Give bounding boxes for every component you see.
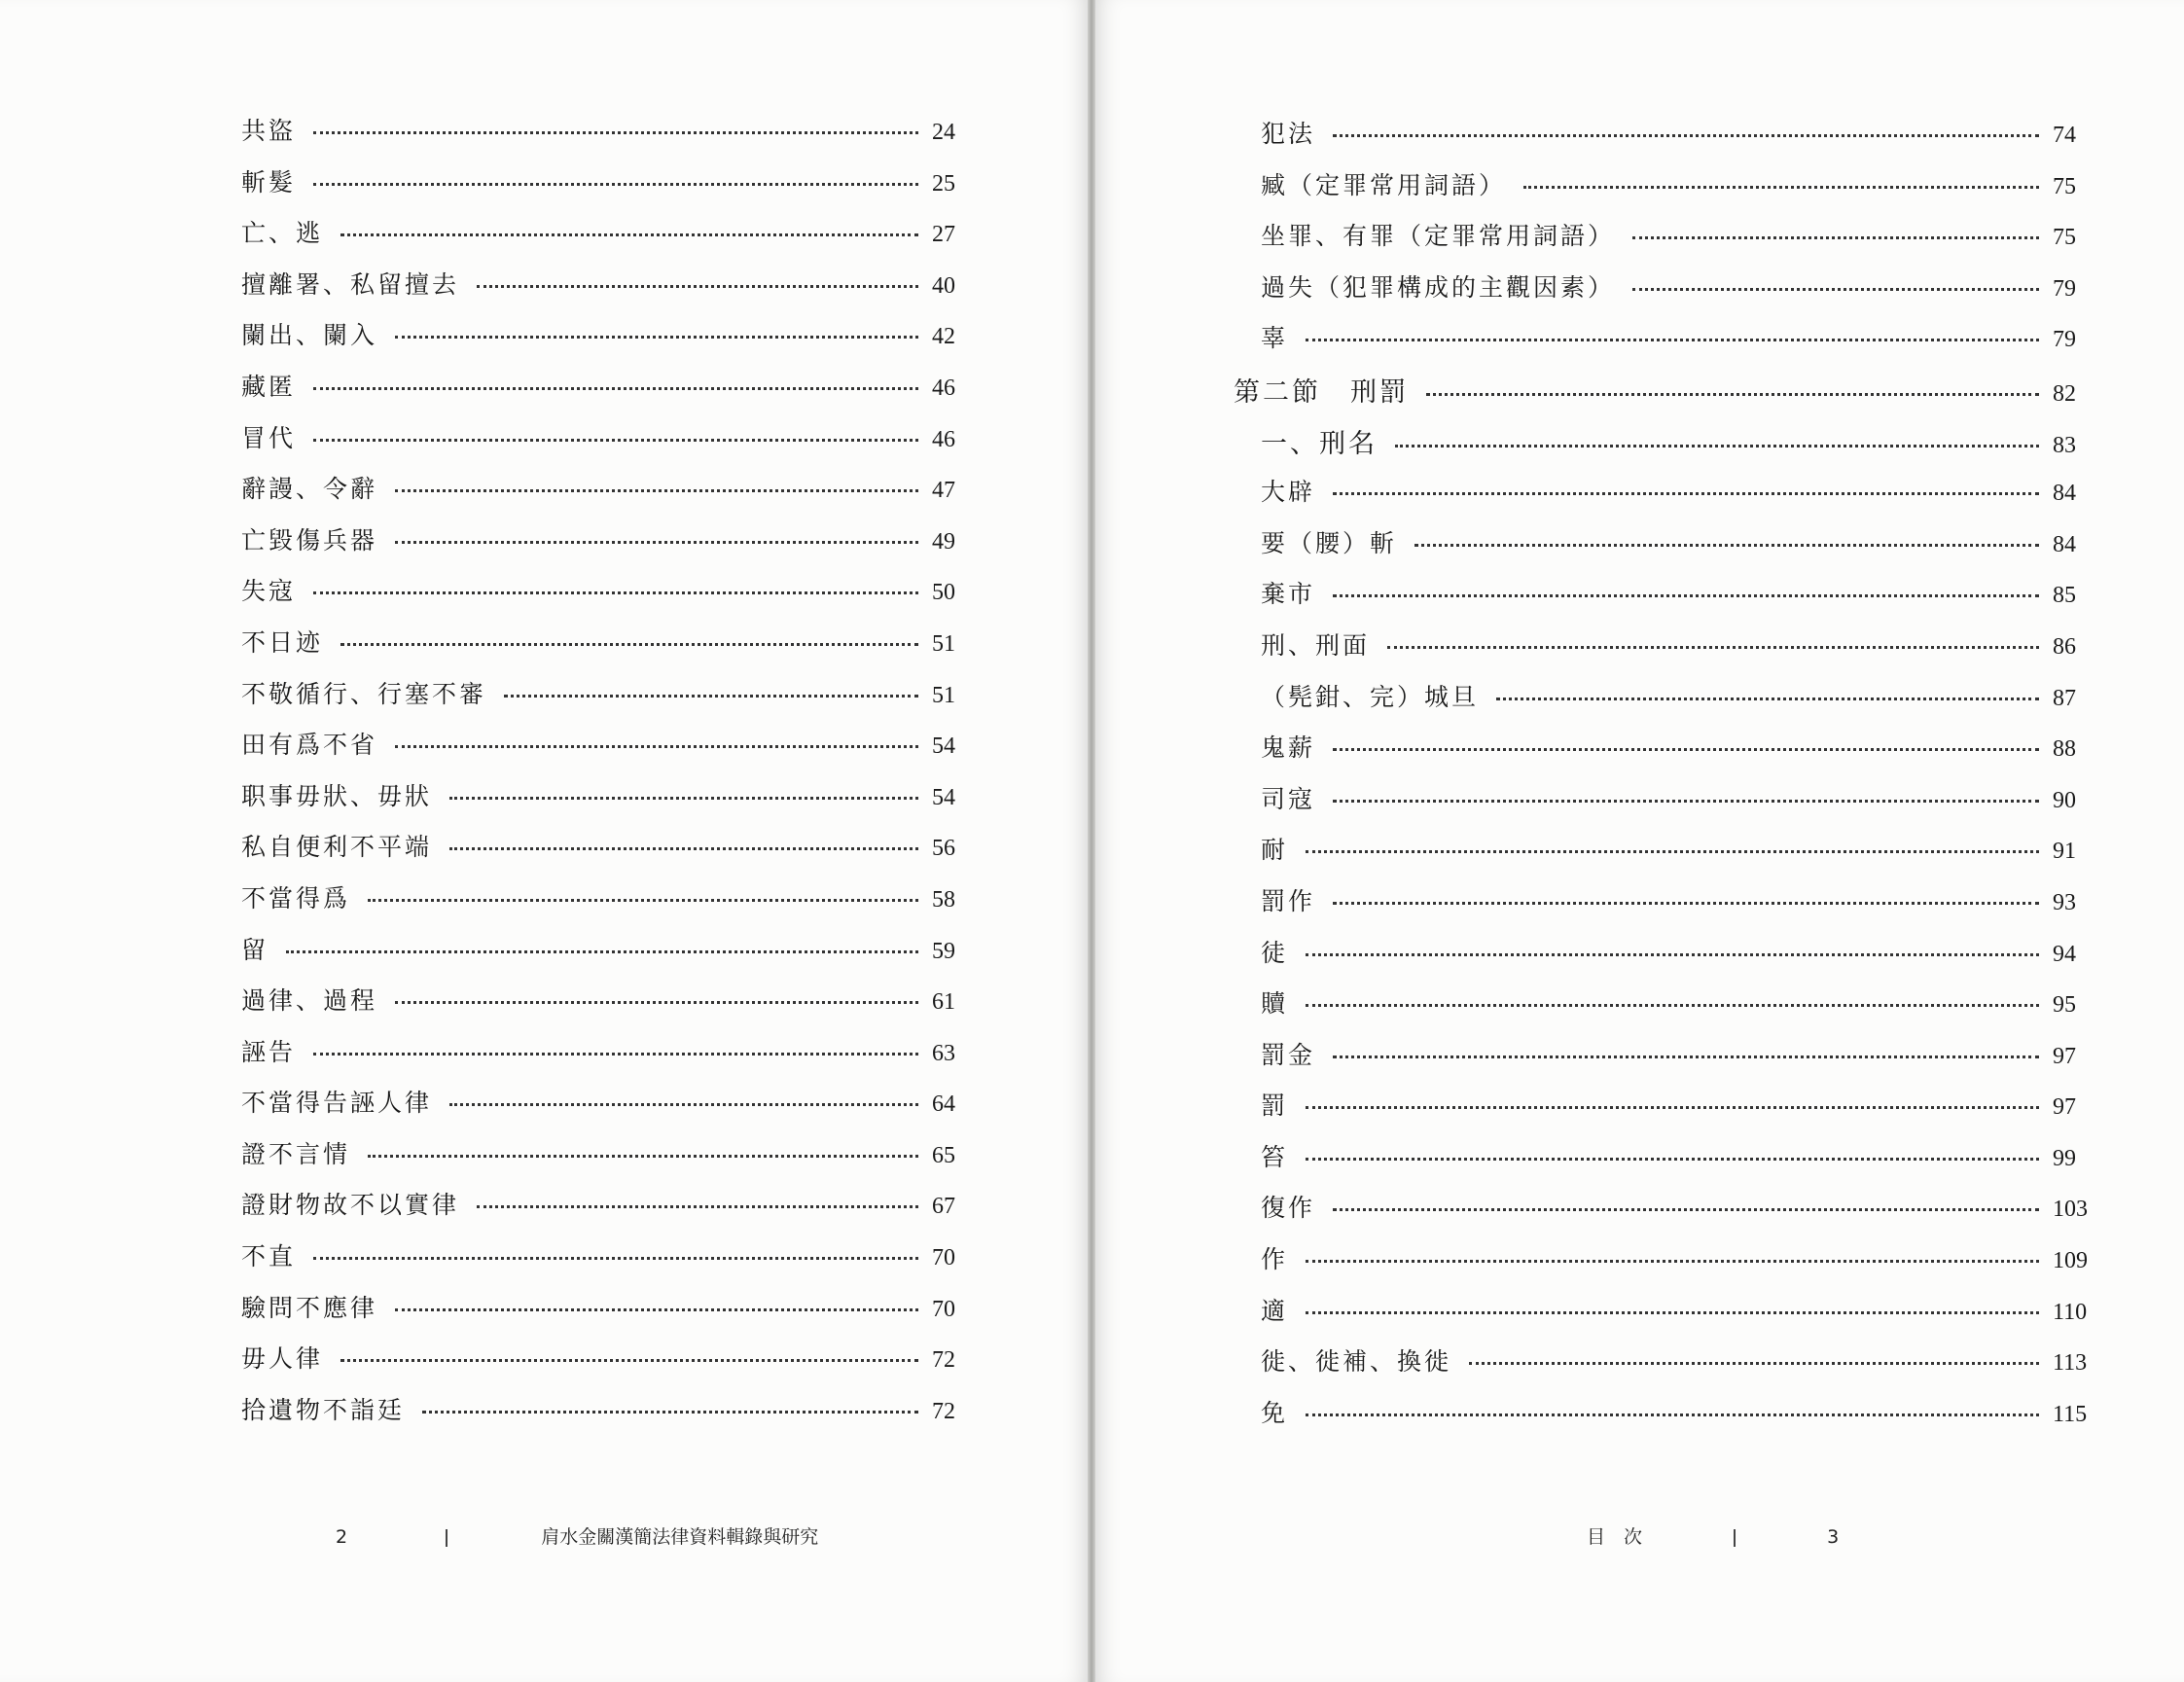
toc-entry-title: 臧（定罪常用詞語） — [1261, 170, 1507, 199]
toc-entry-page: 54 — [932, 784, 955, 810]
running-title: 肩水金關漢簡法律資料輯錄與研究 — [541, 1526, 819, 1548]
page-footer-right — [1587, 1522, 1839, 1549]
dot-leader — [1414, 544, 2039, 547]
toc-entry-title: 不直 — [241, 1242, 297, 1271]
dot-leader — [422, 1411, 918, 1414]
toc-entry-page: 86 — [2053, 633, 2076, 660]
toc-entry-title: 不日迹 — [241, 627, 324, 657]
toc-entry-title: 罰 — [1261, 1092, 1289, 1121]
dot-leader — [1306, 953, 2039, 956]
dot-leader — [1306, 339, 2039, 341]
toc-entry[interactable] — [241, 1289, 981, 1341]
toc-entry-title: 大辟 — [1261, 478, 1316, 507]
dot-leader — [1333, 134, 2039, 137]
toc-entry-page: 56 — [932, 836, 955, 862]
toc-entry[interactable] — [241, 1084, 981, 1135]
toc-entry-title: 拾遺物不詣廷 — [241, 1395, 406, 1424]
dot-leader — [313, 1053, 918, 1056]
toc-entry-page: 65 — [932, 1142, 955, 1168]
toc-entry-page: 67 — [932, 1194, 955, 1220]
toc-entry-title: 證財物故不以實律 — [241, 1191, 460, 1220]
toc-subsection-heading[interactable] — [1234, 422, 2109, 474]
toc-entry-title: 共盜 — [241, 117, 297, 145]
dot-leader — [449, 847, 918, 850]
toc-entry-title: （髡鉗、完）城旦 — [1261, 682, 1480, 711]
toc-entry-page: 54 — [932, 734, 955, 760]
dot-leader — [1632, 236, 2039, 239]
dot-leader — [1333, 1056, 2039, 1058]
dot-leader — [1333, 748, 2039, 751]
toc-entry-title: 司寇 — [1261, 784, 1316, 813]
toc-entry[interactable] — [241, 1237, 981, 1289]
toc-entry-page: 40 — [932, 272, 955, 299]
toc-entry-page: 72 — [932, 1347, 955, 1374]
toc-entry[interactable] — [1234, 1087, 2109, 1138]
dot-leader — [313, 1257, 918, 1260]
toc-entry[interactable] — [241, 931, 981, 983]
dot-leader — [1306, 850, 2039, 853]
dot-leader — [1426, 393, 2039, 396]
toc-entry-title: 過律、過程 — [241, 986, 378, 1016]
dot-leader — [1306, 1158, 2039, 1161]
toc-entry-title: 作 — [1261, 1245, 1289, 1274]
toc-entry[interactable] — [241, 368, 981, 419]
dot-leader — [1306, 1004, 2039, 1007]
footer-separator — [446, 1529, 448, 1547]
toc-entry-page: 88 — [2053, 736, 2076, 763]
toc-entry-page: 90 — [2053, 787, 2076, 813]
toc-entry-title: 亡毀傷兵器 — [241, 525, 378, 555]
dot-leader — [449, 797, 918, 800]
toc-list-left — [241, 112, 981, 1442]
toc-entry[interactable] — [1234, 217, 2109, 268]
toc-entry[interactable] — [1234, 1189, 2109, 1240]
right-page — [1095, 0, 2184, 1682]
toc-entry-page: 42 — [932, 324, 955, 350]
toc-entry-page: 70 — [932, 1296, 955, 1322]
toc-entry-page: 59 — [932, 938, 955, 964]
toc-entry-page: 87 — [2053, 685, 2076, 711]
toc-entry[interactable] — [241, 214, 981, 266]
toc-entry[interactable] — [241, 726, 981, 777]
dot-leader — [395, 489, 918, 492]
toc-entry-page: 115 — [2053, 1401, 2088, 1427]
toc-entry-title: 贖 — [1261, 989, 1289, 1019]
toc-entry-page: 70 — [932, 1245, 955, 1271]
toc-entry-page: 51 — [932, 682, 955, 708]
toc-entry-title: 辜 — [1261, 324, 1289, 353]
dot-leader — [340, 643, 918, 646]
toc-entry[interactable] — [1234, 1138, 2109, 1190]
toc-entry[interactable] — [1234, 984, 2109, 1036]
toc-entry-title: 坐罪、有罪（定罪常用詞語） — [1261, 222, 1616, 251]
footer-separator — [1734, 1529, 1736, 1547]
dot-leader — [313, 183, 918, 186]
dot-leader — [340, 1359, 918, 1362]
toc-entry-title: 失寇 — [241, 577, 297, 606]
dot-leader — [286, 950, 918, 953]
toc-entry[interactable] — [241, 982, 981, 1033]
toc-entry[interactable] — [241, 572, 981, 624]
toc-entry-page: 75 — [2053, 225, 2076, 251]
dot-leader — [1333, 594, 2039, 597]
toc-entry[interactable] — [1234, 1394, 2109, 1446]
toc-entry[interactable] — [1234, 780, 2109, 832]
dot-leader — [368, 1155, 918, 1158]
dot-leader — [477, 1205, 918, 1208]
toc-entry[interactable] — [1234, 115, 2109, 166]
left-page — [0, 0, 1088, 1682]
toc-entry[interactable] — [241, 879, 981, 931]
dot-leader — [340, 233, 918, 236]
toc-entry-title: 刑、刑面 — [1261, 630, 1371, 660]
dot-leader — [449, 1103, 918, 1106]
toc-entry-page: 63 — [932, 1040, 955, 1066]
toc-entry-page: 27 — [932, 222, 955, 248]
toc-entry-title: 擅離署、私留擅去 — [241, 269, 460, 299]
toc-entry[interactable] — [241, 470, 981, 521]
toc-entry-page: 99 — [2053, 1145, 2076, 1171]
dot-leader — [504, 695, 918, 698]
toc-entry-title: 誣告 — [241, 1037, 297, 1066]
toc-entry-page: 103 — [2053, 1197, 2088, 1223]
toc-entry[interactable] — [1234, 268, 2109, 320]
dot-leader — [395, 541, 918, 544]
dot-leader — [1333, 492, 2039, 495]
dot-leader — [477, 285, 918, 288]
toc-entry[interactable] — [241, 1186, 981, 1237]
toc-entry-title: 藏匿 — [241, 372, 297, 401]
toc-entry-title: 冒代 — [241, 423, 297, 452]
toc-entry-page: 79 — [2053, 327, 2076, 353]
toc-entry-page: 83 — [2053, 432, 2076, 458]
dot-leader — [1387, 646, 2039, 649]
dot-leader — [1306, 1311, 2039, 1314]
toc-entry-title: 闌出、闌入 — [241, 321, 378, 350]
toc-entry-title: 證不言情 — [241, 1139, 351, 1168]
page-number: 2 — [336, 1526, 348, 1548]
dot-leader — [1523, 186, 2039, 189]
toc-entry-page: 49 — [932, 528, 955, 555]
toc-entry-title: 過失（犯罪構成的主觀因素） — [1261, 272, 1616, 302]
toc-entry-title: 徒 — [1261, 938, 1289, 967]
toc-entry-page: 93 — [2053, 889, 2076, 915]
toc-entry[interactable] — [1234, 882, 2109, 934]
toc-entry[interactable] — [241, 419, 981, 471]
toc-entry[interactable] — [1234, 1342, 2109, 1394]
toc-entry-title: 不當得告誣人律 — [241, 1089, 433, 1118]
toc-entry-title: 適 — [1261, 1296, 1289, 1325]
toc-entry[interactable] — [241, 1033, 981, 1085]
toc-entry[interactable] — [1234, 626, 2109, 678]
toc-entry-page: 25 — [932, 170, 955, 197]
toc-entry-page: 84 — [2053, 531, 2076, 557]
dot-leader — [1333, 1208, 2039, 1211]
dot-leader — [1306, 1106, 2039, 1109]
dot-leader — [313, 131, 918, 134]
toc-entry-page: 91 — [2053, 839, 2076, 865]
toc-entry-page: 64 — [932, 1092, 955, 1118]
toc-entry[interactable] — [241, 675, 981, 727]
toc-entry[interactable] — [241, 112, 981, 163]
toc-entry-page: 46 — [932, 426, 955, 452]
toc-entry-title: 罰金 — [1261, 1040, 1316, 1069]
toc-entry-page: 74 — [2053, 123, 2076, 148]
toc-entry[interactable] — [241, 1340, 981, 1391]
toc-section-heading[interactable] — [1234, 371, 2109, 422]
dot-leader — [1469, 1362, 2039, 1365]
toc-entry-page: 72 — [932, 1398, 955, 1424]
toc-entry-title: 第二節 刑罰 — [1234, 376, 1409, 408]
toc-entry-title: 一、刑名 — [1261, 428, 1378, 459]
dot-leader — [1306, 1414, 2039, 1416]
toc-entry-title: 笞 — [1261, 1142, 1289, 1171]
toc-entry[interactable] — [1234, 678, 2109, 730]
toc-entry-page: 85 — [2053, 583, 2076, 609]
toc-entry-title: 耐 — [1261, 836, 1289, 865]
toc-entry[interactable] — [241, 521, 981, 573]
toc-entry-title: 毋人律 — [241, 1344, 324, 1374]
toc-entry[interactable] — [1234, 1240, 2109, 1292]
dot-leader — [368, 899, 918, 902]
book-gutter — [1088, 0, 1095, 1682]
toc-entry[interactable] — [241, 266, 981, 317]
toc-entry-title: 復作 — [1261, 1194, 1316, 1223]
toc-entry-title: 鬼薪 — [1261, 734, 1316, 763]
toc-entry-page: 61 — [932, 989, 955, 1016]
toc-entry[interactable] — [1234, 319, 2109, 371]
toc-entry-title: 免 — [1261, 1398, 1289, 1427]
toc-entry-page: 24 — [932, 120, 955, 145]
toc-entry-title: 徙、徙補、換徙 — [1261, 1347, 1452, 1377]
dot-leader — [395, 745, 918, 748]
toc-entry[interactable] — [241, 163, 981, 215]
page-footer-left — [336, 1522, 818, 1549]
dot-leader — [1395, 445, 2039, 447]
toc-entry-page: 97 — [2053, 1043, 2076, 1069]
toc-entry-title: 田有爲不省 — [241, 731, 378, 760]
toc-entry-title: 斬髮 — [241, 167, 297, 197]
toc-entry-title: 辭謾、令辭 — [241, 475, 378, 504]
dot-leader — [313, 591, 918, 594]
toc-entry[interactable] — [241, 828, 981, 879]
dot-leader — [395, 1001, 918, 1004]
toc-entry-page: 84 — [2053, 481, 2076, 507]
dot-leader — [1333, 800, 2039, 803]
toc-entry[interactable] — [1234, 575, 2109, 626]
toc-entry-title: 驗問不應律 — [241, 1293, 378, 1322]
dot-leader — [1632, 288, 2039, 291]
toc-entry-page: 94 — [2053, 941, 2076, 967]
dot-leader — [1333, 902, 2039, 905]
toc-entry[interactable] — [241, 1391, 981, 1443]
toc-entry[interactable] — [1234, 1036, 2109, 1088]
dot-leader — [313, 387, 918, 390]
dot-leader — [1306, 1260, 2039, 1263]
toc-entry-page: 47 — [932, 478, 955, 504]
page-number: 3 — [1827, 1526, 1840, 1548]
toc-entry-title: 留 — [241, 935, 269, 964]
toc-entry[interactable] — [1234, 166, 2109, 218]
dot-leader — [395, 1308, 918, 1311]
toc-entry-title: 私自便利不平端 — [241, 833, 433, 862]
toc-entry[interactable] — [241, 316, 981, 368]
toc-entry-title: 犯法 — [1261, 120, 1316, 148]
toc-entry-page: 109 — [2053, 1248, 2088, 1274]
toc-entry[interactable] — [241, 777, 981, 829]
toc-entry-page: 58 — [932, 886, 955, 913]
toc-entry-title: 不敬循行、行塞不審 — [241, 679, 487, 708]
toc-entry-title: 要（腰）斬 — [1261, 528, 1398, 557]
toc-entry[interactable] — [241, 1135, 981, 1187]
toc-entry-page: 110 — [2053, 1299, 2088, 1325]
toc-entry-title: 罰作 — [1261, 886, 1316, 915]
dot-leader — [313, 439, 918, 442]
toc-entry[interactable] — [1234, 1292, 2109, 1343]
toc-entry-title: 职事毋狀、毋狀 — [241, 781, 433, 810]
toc-entry-page: 97 — [2053, 1094, 2076, 1121]
toc-entry-page: 46 — [932, 375, 955, 401]
toc-entry[interactable] — [241, 624, 981, 675]
toc-entry-page: 113 — [2053, 1350, 2088, 1377]
toc-entry-title: 亡、逃 — [241, 219, 324, 248]
toc-entry[interactable] — [1234, 524, 2109, 576]
toc-entry-page: 82 — [2053, 380, 2076, 407]
toc-entry-title: 棄市 — [1261, 580, 1316, 609]
toc-entry[interactable] — [1234, 934, 2109, 985]
toc-entry-page: 51 — [932, 630, 955, 657]
toc-entry-page: 79 — [2053, 275, 2076, 302]
dot-leader — [395, 336, 918, 339]
toc-entry-title: 不當得爲 — [241, 883, 351, 913]
toc-entry-page: 50 — [932, 580, 955, 606]
toc-entry[interactable] — [1234, 831, 2109, 882]
toc-entry-page: 75 — [2053, 173, 2076, 199]
dot-leader — [1496, 698, 2039, 700]
toc-entry[interactable] — [1234, 729, 2109, 780]
toc-entry[interactable] — [1234, 473, 2109, 524]
toc-entry-page: 95 — [2053, 992, 2076, 1019]
running-section-label: 目 次 — [1587, 1526, 1643, 1548]
toc-list-right — [1234, 115, 2109, 1445]
